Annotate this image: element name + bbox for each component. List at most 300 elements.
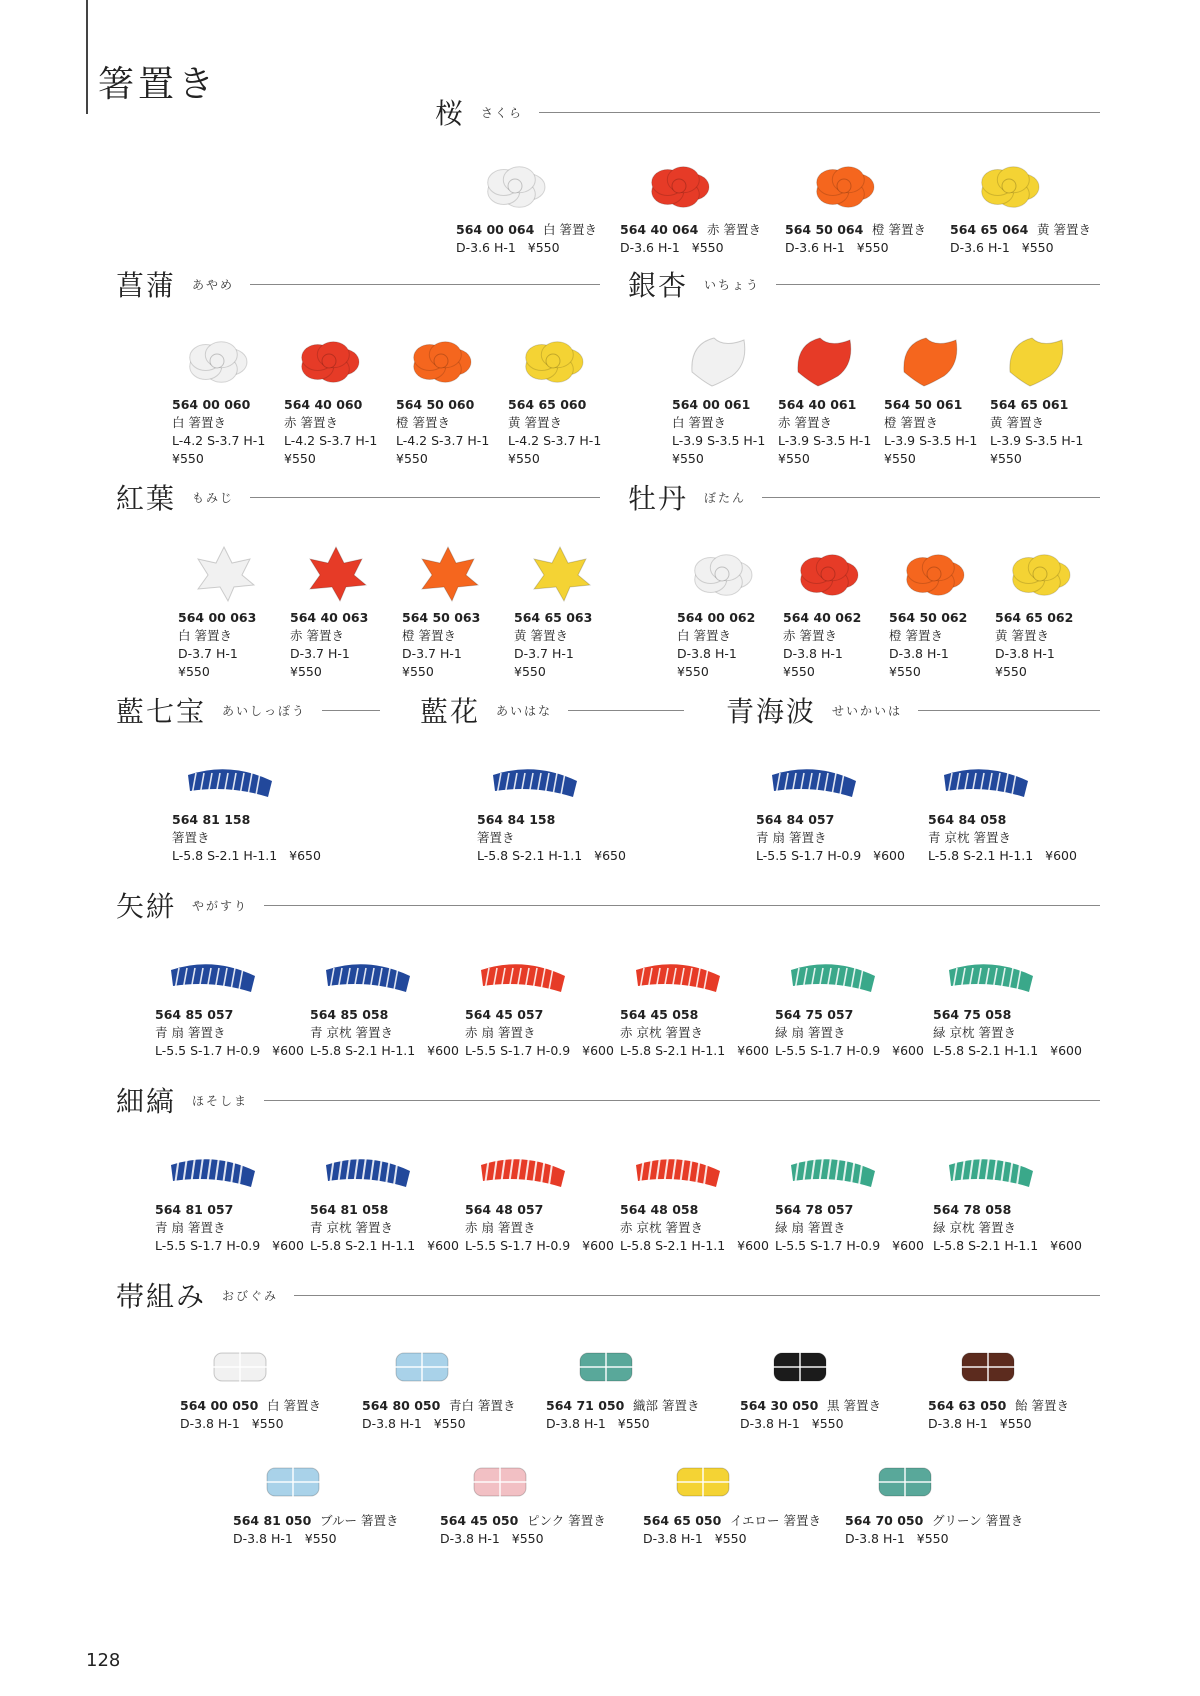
product-item [620,952,769,1060]
product-image [667,1458,821,1506]
product-size: L-4.2 S-3.7 H-1 [284,433,378,448]
product-item [178,543,260,681]
product-image [938,757,1077,805]
section-kana: やがすり [192,898,249,913]
product-price: ¥550 [511,1531,544,1546]
product-spec-line [620,239,761,257]
product-price: ¥600 [582,1238,614,1253]
product-name: 橙 箸置き [872,222,926,237]
product-name: 赤 京枕 箸置き [620,1220,703,1235]
product-item [396,330,489,468]
section-kana: いちょう [704,277,761,292]
product-price: ¥550 [884,451,916,466]
product-size: L-3.9 S-3.5 H-1 [884,433,978,448]
product-name: 緑 扇 箸置き [775,1025,846,1040]
product-size: D-3.8 H-1 [362,1416,422,1431]
section-title: 藍七宝 [116,695,207,728]
product-item [756,757,905,865]
product-price: ¥550 [251,1416,284,1431]
product-size: D-3.8 H-1 [677,646,737,661]
product-price: ¥600 [737,1238,769,1253]
product-info [928,811,1077,865]
product-size: L-5.8 S-2.1 H-1.1 [620,1238,726,1253]
section-header [116,1080,1100,1120]
product-info [677,609,759,681]
product-image [294,330,377,390]
product-image [320,952,459,1000]
product-code-line [362,1397,516,1415]
section-divider [250,497,600,498]
product-price: ¥600 [1050,1043,1082,1058]
product-info [155,1006,304,1060]
product-info [180,1397,321,1433]
product-name: 飴 箸置き [1015,1398,1069,1413]
product-code-line [546,1397,700,1415]
product-code: 564 65 063 [514,610,593,625]
product-price: ¥600 [1045,848,1077,863]
product-code: 564 65 060 [508,397,587,412]
section-kana: ぼたん [704,490,747,505]
product-size: D-3.8 H-1 [546,1416,606,1431]
product-price: ¥600 [427,1043,459,1058]
product-item [402,543,484,681]
product-info [477,811,626,865]
product-item [889,543,971,681]
product-name: 箸置き [172,830,210,845]
product-item [775,1147,924,1255]
product-info [740,1397,881,1433]
product-spec-line [620,1042,769,1060]
product-size: L-4.2 S-3.7 H-1 [172,433,266,448]
product-code: 564 50 060 [396,397,475,412]
product-item [172,330,265,468]
product-name: 白 箸置き [672,415,726,430]
product-item [465,952,614,1060]
product-info [465,1201,614,1255]
product-item [310,952,459,1060]
product-size: L-5.5 S-1.7 H-0.9 [756,848,862,863]
product-size: L-5.8 S-2.1 H-1.1 [933,1043,1039,1058]
product-item [180,1343,321,1433]
product-name: 緑 扇 箸置き [775,1220,846,1235]
section-divider [264,1100,1100,1101]
product-price: ¥550 [778,451,810,466]
product-info [155,1201,304,1255]
product-info [508,396,601,468]
product-spec-line [465,1237,614,1255]
product-name: 白 箸置き [267,1398,321,1413]
product-image [785,1147,924,1195]
product-price: ¥550 [514,664,546,679]
product-price: ¥600 [892,1238,924,1253]
product-code: 564 85 057 [155,1007,234,1022]
product-info [933,1201,1082,1255]
product-info [233,1512,399,1548]
product-name: 赤 箸置き [778,415,832,430]
product-image [764,1343,881,1391]
product-price: ¥550 [178,664,210,679]
product-info [362,1397,516,1433]
product-code: 564 63 050 [928,1398,1007,1413]
product-name: 黄 箸置き [1037,222,1091,237]
product-image [412,543,484,603]
product-size: D-3.8 H-1 [845,1531,905,1546]
product-size: L-5.8 S-2.1 H-1.1 [620,1043,726,1058]
product-code: 564 30 050 [740,1398,819,1413]
product-item [456,155,597,257]
product-item [508,330,601,468]
product-image [386,1343,516,1391]
product-name: ピンク 箸置き [527,1513,606,1528]
product-code: 564 84 158 [477,812,556,827]
product-price: ¥650 [594,848,626,863]
product-name: 黄 箸置き [990,415,1044,430]
product-price: ¥550 [396,451,428,466]
product-spec-line [933,1237,1082,1255]
product-spec-line [172,847,321,865]
product-spec-line [180,1415,321,1433]
product-code: 564 65 064 [950,222,1029,237]
product-size: L-5.8 S-2.1 H-1.1 [933,1238,1039,1253]
product-item [785,155,926,257]
page-number: 128 [86,1650,121,1671]
product-info [990,396,1083,468]
section-divider [322,710,380,711]
product-info [620,221,761,257]
product-code: 564 00 064 [456,222,535,237]
product-image [165,952,304,1000]
product-code-line [456,221,597,239]
product-item [546,1343,700,1433]
product-name: 橙 箸置き [402,628,456,643]
product-info [778,396,871,468]
product-size: L-5.5 S-1.7 H-0.9 [775,1238,881,1253]
section-kana: あいしっぽう [222,703,307,718]
product-item [514,543,596,681]
product-size: L-3.9 S-3.5 H-1 [990,433,1084,448]
product-price: ¥550 [617,1416,650,1431]
product-name: ブルー 箸置き [320,1513,399,1528]
product-item [928,1343,1069,1433]
product-code: 564 00 060 [172,397,251,412]
product-code: 564 75 058 [933,1007,1012,1022]
product-spec-line [465,1042,614,1060]
section-header [420,690,684,730]
section-kana: あいはな [496,703,553,718]
section-kana: もみじ [192,490,235,505]
product-price: ¥550 [402,664,434,679]
product-image [475,1147,614,1195]
product-image [788,330,871,390]
product-code: 564 50 063 [402,610,481,625]
product-spec-line [310,1237,459,1255]
product-price: ¥550 [290,664,322,679]
product-code: 564 50 061 [884,397,963,412]
product-info [396,396,489,468]
product-code: 564 40 062 [783,610,862,625]
product-name: 黄 箸置き [514,628,568,643]
product-item [928,757,1077,865]
product-name: 黄 箸置き [508,415,562,430]
product-info [775,1006,924,1060]
product-price: ¥600 [427,1238,459,1253]
section-divider [762,497,1100,498]
section-kana: さくら [481,105,524,120]
product-image [687,543,759,603]
product-size: D-3.6 H-1 [950,240,1010,255]
product-size: D-3.8 H-1 [440,1531,500,1546]
product-image [570,1343,700,1391]
product-price: ¥550 [433,1416,466,1431]
product-name: 緑 京枕 箸置き [933,1220,1016,1235]
product-size: L-4.2 S-3.7 H-1 [396,433,490,448]
section-header [628,264,1100,304]
product-name: 青 京枕 箸置き [928,830,1011,845]
product-info [546,1397,700,1433]
product-size: L-5.8 S-2.1 H-1.1 [172,848,278,863]
product-info [950,221,1091,257]
product-image [952,1343,1069,1391]
product-spec-line [933,1042,1082,1060]
product-size: L-5.5 S-1.7 H-0.9 [775,1043,881,1058]
product-spec-line [740,1415,881,1433]
product-item [477,757,626,865]
product-image [644,155,761,215]
product-item [620,1147,769,1255]
section-title: 銀杏 [628,269,689,302]
product-image [188,543,260,603]
product-code: 564 50 064 [785,222,864,237]
product-image [480,155,597,215]
product-spec-line [928,847,1077,865]
product-size: L-5.5 S-1.7 H-0.9 [465,1043,571,1058]
product-code: 564 65 062 [995,610,1074,625]
product-image [785,952,924,1000]
section-kana: ほそしま [192,1093,249,1108]
product-name: 青 扇 箸置き [155,1025,226,1040]
product-size: D-3.8 H-1 [928,1416,988,1431]
product-name: 青 扇 箸置き [756,830,827,845]
product-code-line [180,1397,321,1415]
product-image [300,543,372,603]
product-image [1000,330,1083,390]
product-image [943,1147,1082,1195]
product-image [943,952,1082,1000]
section-title: 牡丹 [628,482,689,515]
product-price: ¥600 [582,1043,614,1058]
product-spec-line [155,1042,304,1060]
product-name: 赤 扇 箸置き [465,1025,536,1040]
product-item [783,543,865,681]
product-code: 564 00 061 [672,397,751,412]
product-image [464,1458,606,1506]
product-size: L-5.5 S-1.7 H-0.9 [465,1238,571,1253]
product-size: D-3.8 H-1 [889,646,949,661]
product-size: L-5.8 S-2.1 H-1.1 [928,848,1034,863]
page-title: 箸置き [98,64,219,105]
product-item [643,1458,821,1548]
product-image [630,1147,769,1195]
product-item [172,757,321,865]
product-info [465,1006,614,1060]
product-price: ¥550 [889,664,921,679]
product-info [290,609,372,681]
product-spec-line [233,1530,399,1548]
section-title: 青海波 [726,695,817,728]
product-info [933,1006,1082,1060]
product-info [785,221,926,257]
section-kana: あやめ [192,277,235,292]
product-price: ¥650 [289,848,321,863]
product-info [402,609,484,681]
product-item [310,1147,459,1255]
product-name: 白 箸置き [178,628,232,643]
product-price: ¥550 [714,1531,747,1546]
product-spec-line [155,1237,304,1255]
product-name: 黒 箸置き [827,1398,881,1413]
product-info [643,1512,821,1548]
product-image [320,1147,459,1195]
product-item [775,952,924,1060]
product-size: D-3.8 H-1 [233,1531,293,1546]
product-info [672,396,765,468]
product-code: 564 65 050 [643,1513,722,1528]
section-title: 菖蒲 [116,269,177,302]
product-code: 564 50 062 [889,610,968,625]
product-price: ¥550 [172,451,204,466]
product-name: 箸置き [477,830,515,845]
product-price: ¥550 [783,664,815,679]
product-image [766,757,905,805]
product-code-line [950,221,1091,239]
product-price: ¥550 [672,451,704,466]
product-price: ¥550 [916,1531,949,1546]
product-info [845,1512,1023,1548]
product-code: 564 40 061 [778,397,857,412]
product-code: 564 84 057 [756,812,835,827]
section-title: 矢絣 [116,890,177,923]
product-item [290,543,372,681]
product-code: 564 81 057 [155,1202,234,1217]
product-size: D-3.7 H-1 [402,646,462,661]
product-info [620,1006,769,1060]
product-spec-line [546,1415,700,1433]
product-size: L-5.8 S-2.1 H-1.1 [310,1238,416,1253]
product-code: 564 00 063 [178,610,257,625]
product-spec-line [362,1415,516,1433]
product-image [682,330,765,390]
product-price: ¥600 [272,1043,304,1058]
section-header [726,690,1100,730]
product-item [620,155,761,257]
product-spec-line [310,1042,459,1060]
section-header [628,477,1100,517]
product-price: ¥550 [811,1416,844,1431]
product-name: 白 箸置き [677,628,731,643]
product-size: L-5.5 S-1.7 H-0.9 [155,1043,261,1058]
product-info [775,1201,924,1255]
product-item [884,330,977,468]
product-price: ¥550 [284,451,316,466]
product-code: 564 81 050 [233,1513,312,1528]
product-item [933,1147,1082,1255]
product-item [990,330,1083,468]
product-name: 織部 箸置き [633,1398,700,1413]
product-size: L-5.5 S-1.7 H-0.9 [155,1238,261,1253]
product-size: D-3.6 H-1 [785,240,845,255]
product-image [1005,543,1077,603]
product-name: 緑 京枕 箸置き [933,1025,1016,1040]
product-size: L-3.9 S-3.5 H-1 [778,433,872,448]
product-item [950,155,1091,257]
product-name: 白 箸置き [172,415,226,430]
product-image [894,330,977,390]
product-size: L-4.2 S-3.7 H-1 [508,433,602,448]
product-name: 青 扇 箸置き [155,1220,226,1235]
section-header [116,264,600,304]
product-price: ¥550 [527,240,560,255]
product-name: 赤 箸置き [284,415,338,430]
product-size: D-3.8 H-1 [643,1531,703,1546]
product-info [440,1512,606,1548]
product-image [524,543,596,603]
product-price: ¥550 [856,240,889,255]
product-spec-line [440,1530,606,1548]
product-code: 564 65 061 [990,397,1069,412]
product-name: イエロー 箸置き [730,1513,821,1528]
product-info [889,609,971,681]
product-price: ¥550 [677,664,709,679]
product-size: D-3.8 H-1 [995,646,1055,661]
product-image [204,1343,321,1391]
product-info [756,811,905,865]
product-image [487,757,626,805]
product-code: 564 81 058 [310,1202,389,1217]
product-code: 564 78 058 [933,1202,1012,1217]
product-item [284,330,377,468]
product-size: D-3.8 H-1 [180,1416,240,1431]
product-code-line [440,1512,606,1530]
product-code-line [620,221,761,239]
product-code: 564 48 058 [620,1202,699,1217]
product-code-line [643,1512,821,1530]
product-spec-line [620,1237,769,1255]
product-size: L-5.8 S-2.1 H-1.1 [310,1043,416,1058]
product-price: ¥550 [304,1531,337,1546]
product-code: 564 45 058 [620,1007,699,1022]
product-size: D-3.7 H-1 [290,646,350,661]
product-spec-line [950,239,1091,257]
product-name: 赤 京枕 箸置き [620,1025,703,1040]
product-item [362,1343,516,1433]
product-spec-line [477,847,626,865]
product-item [440,1458,606,1548]
product-image [257,1458,399,1506]
product-image [182,330,265,390]
section-kana: せいかいは [832,703,903,718]
product-image [899,543,971,603]
product-size: D-3.8 H-1 [740,1416,800,1431]
product-code: 564 48 057 [465,1202,544,1217]
product-info [172,396,265,468]
product-image [475,952,614,1000]
product-info [284,396,377,468]
product-price: ¥550 [995,664,1027,679]
product-code: 564 45 057 [465,1007,544,1022]
product-code: 564 70 050 [845,1513,924,1528]
product-image [182,757,321,805]
product-size: D-3.6 H-1 [456,240,516,255]
